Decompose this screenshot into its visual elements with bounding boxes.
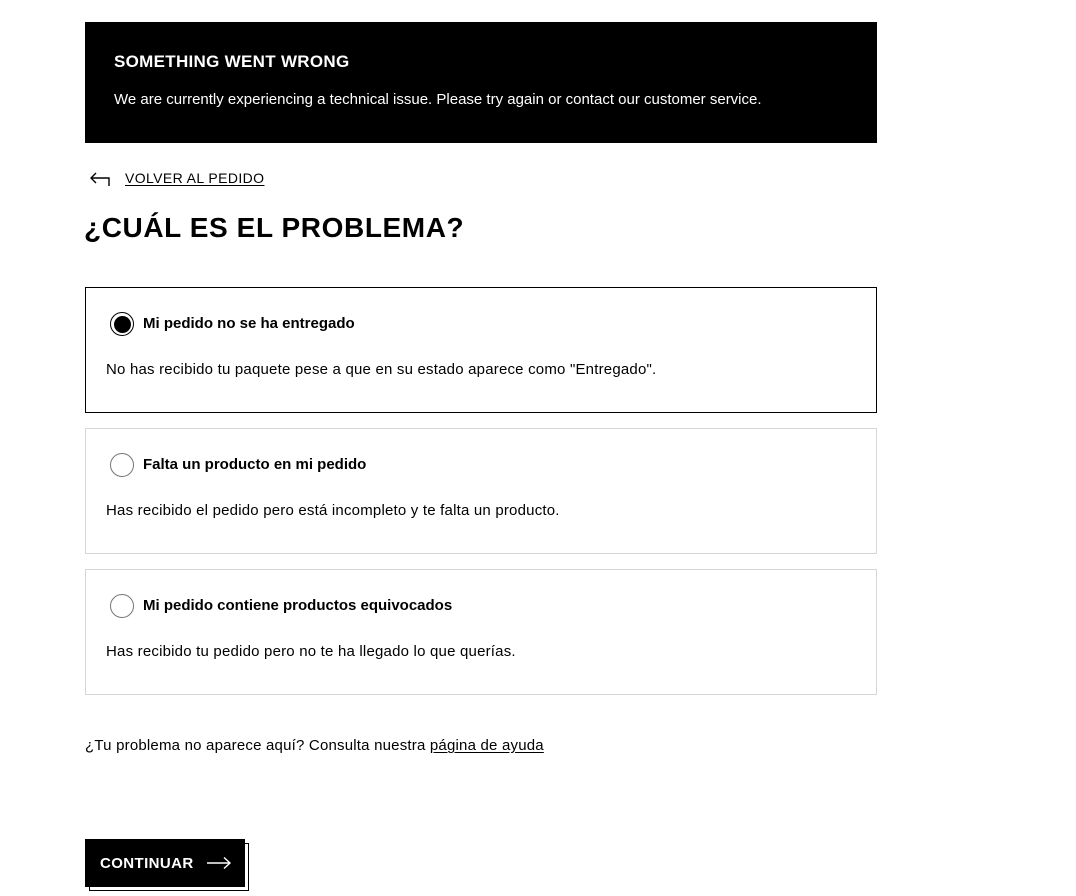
help-page-link[interactable]: página de ayuda	[429, 737, 544, 754]
option-title: Mi pedido contiene productos equivocados	[143, 597, 453, 614]
back-to-order-link[interactable]	[89, 167, 264, 189]
radio-button[interactable]	[110, 312, 134, 336]
help-text	[85, 736, 544, 756]
option-description: No has recibido tu paquete pese a que en su estado aparece como "Entregado".	[106, 361, 657, 378]
error-message: We are currently experiencing a technical issue. Please try again or contact our customer service.	[114, 91, 762, 108]
option-wrong-products[interactable]	[85, 569, 877, 695]
option-not-delivered[interactable]	[85, 287, 877, 413]
option-missing-product[interactable]	[85, 428, 877, 554]
continue-label: CONTINUAR	[100, 854, 194, 872]
radio-selected-dot	[114, 316, 131, 333]
error-banner	[85, 22, 877, 143]
option-description: Has recibido tu pedido pero no te ha llegado lo que querías.	[106, 643, 516, 660]
option-title: Falta un producto en mi pedido	[143, 456, 367, 473]
arrow-right-icon	[206, 856, 232, 870]
error-title: SOMETHING WENT WRONG	[114, 52, 350, 71]
radio-button[interactable]	[110, 453, 134, 477]
page-title: ¿CUÁL ES EL PROBLEMA?	[84, 212, 465, 243]
back-link-label: VOLVER AL PEDIDO	[125, 170, 265, 186]
option-title: Mi pedido no se ha entregado	[143, 315, 355, 332]
back-arrow-icon	[89, 168, 113, 188]
continue-button-wrap	[85, 839, 249, 891]
continue-button[interactable]	[85, 839, 245, 887]
help-prefix: ¿Tu problema no aparece aquí? Consulta nuestra	[85, 737, 430, 754]
problem-options	[85, 287, 877, 710]
option-description: Has recibido el pedido pero está incompleto y te falta un producto.	[106, 502, 560, 519]
radio-button[interactable]	[110, 594, 134, 618]
